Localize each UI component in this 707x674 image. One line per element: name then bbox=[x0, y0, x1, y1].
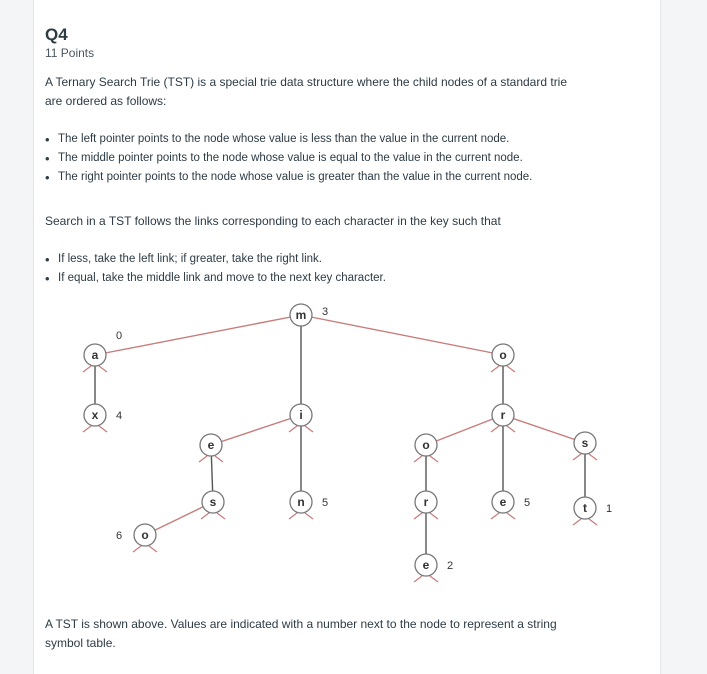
search-rule-less-greater: • If less, take the left link; if greater, take the right link. bbox=[58, 250, 588, 269]
null-link-n bbox=[289, 513, 313, 519]
pointer-rule-middle: • The middle pointer points to the node whose value is equal to the value in the current node. bbox=[58, 149, 588, 168]
tst-node-char-s2: s bbox=[581, 436, 589, 450]
tst-node-char-s1: s bbox=[209, 495, 217, 509]
null-link-e3 bbox=[491, 513, 515, 519]
tst-node-char-o2: o bbox=[422, 438, 430, 452]
pointer-rule-left: • The left pointer points to the node whose value is less than the value in the current node. bbox=[58, 130, 588, 149]
pointer-rules-list bbox=[45, 130, 588, 187]
tst-link-r2-o2 bbox=[426, 415, 503, 445]
tst-node-value-t: 1 bbox=[605, 503, 613, 515]
search-rule-equal: • If equal, take the middle link and move to the next key character. bbox=[58, 269, 588, 288]
tst-node-char-r2: r bbox=[500, 408, 506, 422]
tst-svg bbox=[45, 295, 613, 591]
question-intro: A Ternary Search Trie (TST) is a special trie data structure where the child nodes of a standard trie are ordered as follows: bbox=[45, 75, 568, 108]
tst-node-value-n: 5 bbox=[321, 497, 329, 509]
tst-node-value-o1: 6 bbox=[115, 530, 123, 542]
pointer-rule-right: • The right pointer points to the node whose value is greater than the value in the current node. bbox=[58, 168, 588, 187]
null-link-o1 bbox=[133, 546, 157, 552]
diagram-caption: A TST is shown above. Values are indicated with a number next to the node to represent a string symbol table. bbox=[45, 617, 557, 650]
tst-link-m-a bbox=[95, 315, 301, 355]
tst-node-char-o1: o bbox=[141, 528, 149, 542]
null-link-s1 bbox=[201, 513, 225, 519]
tst-node-char-a: a bbox=[91, 348, 99, 362]
tst-node-value-e2: 2 bbox=[446, 560, 454, 572]
tst-node-char-n: n bbox=[297, 495, 305, 509]
tst-node-value-e3: 5 bbox=[523, 497, 531, 509]
tst-node-value-m: 3 bbox=[321, 306, 329, 318]
tst-link-i-e1 bbox=[211, 415, 301, 445]
tst-link-r2-s2 bbox=[503, 415, 585, 443]
tst-node-value-a: 0 bbox=[115, 330, 123, 342]
tst-node-char-e3: e bbox=[499, 495, 507, 509]
tst-node-char-r1: r bbox=[423, 495, 429, 509]
tst-node-char-e1: e bbox=[207, 438, 215, 452]
tst-node-value-x: 4 bbox=[115, 410, 123, 422]
search-rules-list bbox=[45, 250, 588, 288]
null-link-t bbox=[573, 519, 597, 525]
tst-diagram bbox=[45, 295, 613, 591]
search-intro: Search in a TST follows the links corresponding to each character in the key such that bbox=[45, 214, 501, 228]
tst-node-char-e2: e bbox=[422, 558, 430, 572]
tst-link-m-o3 bbox=[301, 315, 503, 355]
null-link-e2 bbox=[414, 576, 438, 582]
tst-node-char-m: m bbox=[295, 308, 307, 322]
tst-node-char-t: t bbox=[583, 501, 587, 515]
question-points: 11 Points bbox=[45, 46, 95, 60]
question-title: Q4 bbox=[45, 25, 68, 44]
null-link-x bbox=[83, 426, 107, 432]
tst-node-char-x: x bbox=[91, 408, 99, 422]
tst-node-char-i: i bbox=[299, 408, 303, 422]
tst-node-char-o3: o bbox=[499, 348, 507, 362]
